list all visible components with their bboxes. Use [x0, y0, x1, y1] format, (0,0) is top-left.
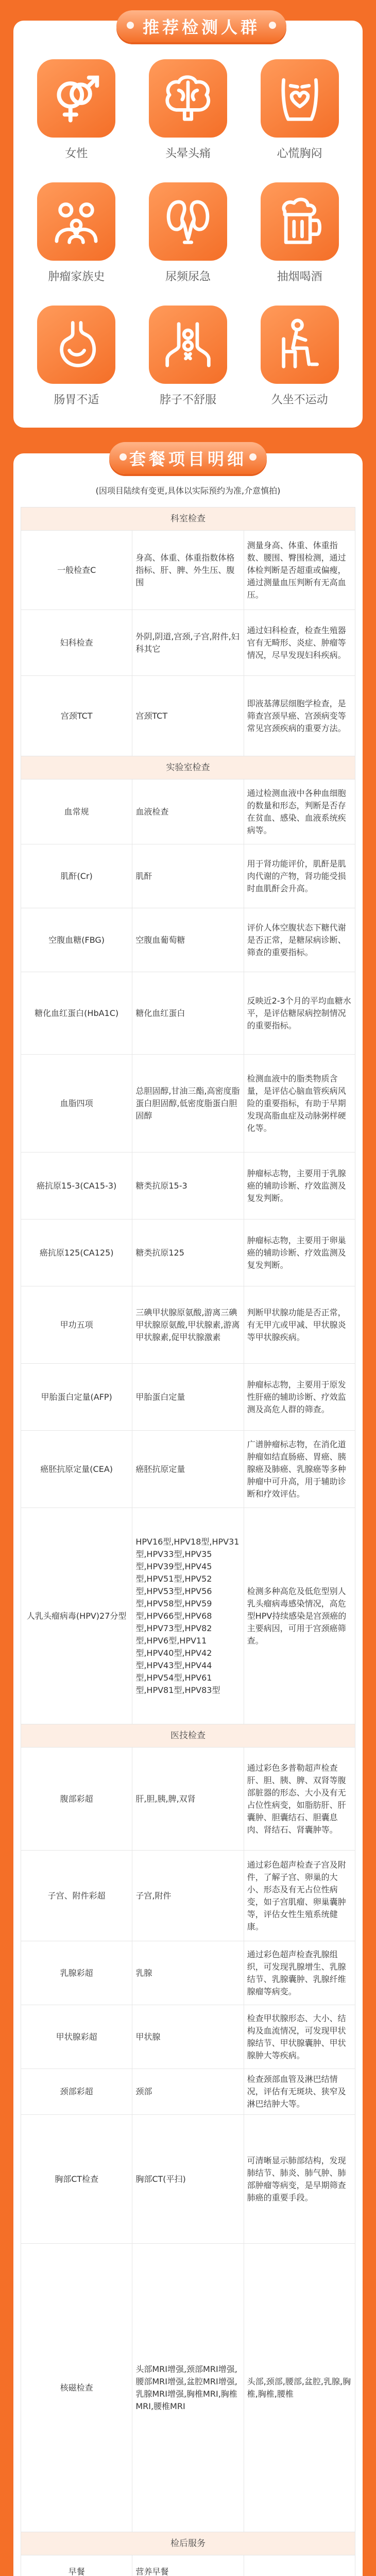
table-row [21, 2115, 355, 2244]
crowd-item-label: 头晕头痛 [165, 147, 211, 160]
item-desc: 通过彩色超声检查子宫及附件，了解子宫、卵巢的大小、形态及有无占位性病变，如子宫肌瘤、卵巢囊肿等，评估女性生殖系统健康。 [244, 1851, 355, 1941]
decor-dot [249, 453, 257, 461]
decor-dot [119, 453, 127, 461]
item-name: 腹部彩超 [21, 1748, 132, 1851]
table-row [21, 1508, 355, 1724]
item-desc: 判断甲状腺功能是否正常，有无甲亢或甲减、甲状腺炎等甲状腺疾病。 [244, 1286, 355, 1364]
crowd-item-urinary [132, 182, 244, 284]
table-row [21, 2069, 355, 2115]
section-title: 科室检查 [21, 507, 355, 531]
crowd-item-label: 心慌胸闷 [277, 147, 322, 160]
item-name: 甲状腺彩超 [21, 2005, 132, 2069]
item-desc: 检查甲状腺形态、大小、结构及血流情况，可发现甲状腺结节、甲状腺囊肿、甲状腺肿大等疾病。 [244, 2005, 355, 2069]
item-content: 三碘甲状腺原氨酸,游离三碘甲状腺原氨酸,甲状腺素,游离甲状腺素,促甲状腺激素 [132, 1286, 244, 1364]
item-content: 糖类抗原125 [132, 1219, 244, 1286]
item-desc: 测量身高、体重、体重指数、腰围、臀围检测，通过体检判断是否超重或偏瘦，通过测量血压判断有无高血压。 [244, 531, 355, 610]
item-name: 颈部彩超 [21, 2069, 132, 2115]
crowd-item-label: 久坐不运动 [271, 394, 328, 406]
brain-icon [149, 59, 227, 138]
crowd-item-label: 女性 [65, 147, 88, 160]
table-row [21, 844, 355, 908]
item-desc: 肿瘤标志物，主要用于原发性肝癌的辅助诊断、疗效监测及高危人群的筛查。 [244, 1364, 355, 1431]
item-content: 身高、体重、体重指数体格指标、肝、脾、外生压、腹围 [132, 531, 244, 610]
item-desc: 用于肾功能评价，肌酐是肌肉代谢的产物，肾功能受损时血肌酐会升高。 [244, 844, 355, 908]
item-desc: 反映近2-3个月的平均血糖水平，是评估糖尿病控制情况的重要指标。 [244, 972, 355, 1055]
item-desc: 检测多种高危及低危型别人乳头瘤病毒感染情况，高危型HPV持续感染是宫颈癌的主要病因，可用于宫颈癌筛查。 [244, 1508, 355, 1724]
section-title: 检后服务 [21, 2532, 355, 2555]
item-name: 早餐 [21, 2555, 132, 2576]
crowd-item-family [21, 182, 132, 284]
table-row [21, 1153, 355, 1219]
section-header [21, 2532, 355, 2555]
section-header [21, 756, 355, 779]
item-content: 糖化血红蛋白 [132, 972, 244, 1055]
crowd-card [13, 18, 363, 428]
crowd-item-stomach [21, 306, 132, 407]
gender-symbol-icon [37, 59, 115, 138]
item-desc: 头部,颈部,腰部,盆腔,乳腺,胸椎,胸椎,腰椎 [244, 2244, 355, 2532]
table-row [21, 908, 355, 972]
package-title-pill [109, 442, 267, 474]
item-name: 妇科检查 [21, 610, 132, 676]
item-desc: 肿瘤标志物，主要用于卵巢癌的辅助诊断、疗效监测及复发判断。 [244, 1219, 355, 1286]
chest-icon [261, 59, 339, 138]
table-row [21, 2005, 355, 2069]
item-name: 癌胚抗原定量(CEA) [21, 1431, 132, 1508]
item-desc: 通过检测血液中各种血细胞的数量和形态，判断是否存在贫血、感染、血液系统疾病等。 [244, 779, 355, 844]
crowd-item-sitting [244, 306, 355, 407]
item-name: 血脂四项 [21, 1055, 132, 1153]
item-content: 血液检查 [132, 779, 244, 844]
crowd-item-label: 脖子不舒服 [159, 394, 216, 406]
item-content: 子宫,附件 [132, 1851, 244, 1941]
item-name: 甲功五项 [21, 1286, 132, 1364]
table-row [21, 1364, 355, 1431]
item-content: HPV16型,HPV18型,HPV31型,HPV33型,HPV35型,HPV39型,HPV45型,HPV51型,HPV52型,HPV53型,HPV56型,HPV58型,HPV59型,HPV66型,HPV68型,HPV73型,HPV82型,HPV6型,HPV11型,HPV40型,HPV42型,HPV43型,HPV44型,HPV54型,HPV61型,HPV81型,HPV83型 [132, 1508, 244, 1724]
item-content: 颈部 [132, 2069, 244, 2115]
item-content: 总胆固醇,甘油三酯,高密度脂蛋白胆固醇,低密度脂蛋白胆固醇 [132, 1055, 244, 1153]
section-title: 实验室检查 [21, 756, 355, 779]
crowd-item-label: 尿频尿急 [165, 270, 211, 283]
table-row [21, 531, 355, 610]
item-name: 甲胎蛋白定量(AFP) [21, 1364, 132, 1431]
table-row [21, 1941, 355, 2005]
item-content: 肌酐 [132, 844, 244, 908]
item-content: 胸部CT(平扫) [132, 2115, 244, 2244]
crowd-grid [21, 59, 355, 407]
item-desc: 广谱肿瘤标志物，在消化道肿瘤如结直肠癌、胃癌、胰腺癌及肺癌、乳腺癌等多种肿瘤中可升高，用于辅助诊断和疗效评估。 [244, 1431, 355, 1508]
item-name: 一般检查C [21, 531, 132, 610]
beer-icon [261, 182, 339, 261]
package-notice: (因项目陆续有变更,具体以实际预约为准,介意慎拍) [95, 486, 281, 496]
package-title: 套餐项目明细 [129, 449, 247, 469]
item-name: 人乳头瘤病毒(HPV)27分型 [21, 1508, 132, 1724]
table-row [21, 1851, 355, 1941]
package-card [13, 449, 363, 2576]
item-desc: 通过妇科检查，检查生殖器官有无畸形、炎症、肿瘤等情况，尽早发现妇科疾病。 [244, 610, 355, 676]
item-content: 外阴,阴道,宫颈,子宫,附件,妇科其它 [132, 610, 244, 676]
section-header [21, 507, 355, 531]
item-content: 糖类抗原15-3 [132, 1153, 244, 1219]
table-row [21, 1219, 355, 1286]
item-content: 甲状腺 [132, 2005, 244, 2069]
crowd-item-drinking [244, 182, 355, 284]
crowd-item-headache [132, 59, 244, 161]
item-desc: 通过彩色多普勒超声检查肝、胆、胰、脾、双肾等腹部脏器的形态、大小及有无占位性病变，如脂肪肝、肝囊肿、胆囊结石、胆囊息肉、肾结石、肾囊肿等。 [244, 1748, 355, 1851]
table-row [21, 2244, 355, 2532]
table-row [21, 972, 355, 1055]
section-header [21, 1724, 355, 1748]
package-table [21, 507, 355, 2576]
item-name: 子宫、附件彩超 [21, 1851, 132, 1941]
item-content: 头部MRI增强,颈部MRI增强,腰部MRI增强,盆腔MRI增强,乳腺MRI增强,胸椎MRI,胸椎MRI,腰椎MRI [132, 2244, 244, 2532]
item-name: 糖化血红蛋白(HbA1C) [21, 972, 132, 1055]
item-desc: 评价人体空腹状态下糖代谢是否正常，是糖尿病诊断、筛查的重要指标。 [244, 908, 355, 972]
item-content: 营养早餐 [132, 2555, 244, 2576]
table-row [21, 610, 355, 676]
item-content: 肝,胆,胰,脾,双肾 [132, 1748, 244, 1851]
item-name: 血常规 [21, 779, 132, 844]
crowd-title-pill [116, 10, 286, 42]
item-content: 癌胚抗原定量 [132, 1431, 244, 1508]
item-desc [244, 2555, 355, 2576]
crowd-item-label: 肿瘤家族史 [48, 270, 105, 283]
table-row [21, 1431, 355, 1508]
section-title: 医技检查 [21, 1724, 355, 1748]
item-desc: 检查颈部血管及淋巴结情况，评估有无斑块、狭窄及淋巴结肿大等。 [244, 2069, 355, 2115]
crowd-item-chest [244, 59, 355, 161]
item-name: 肌酐(Cr) [21, 844, 132, 908]
crowd-item-female [21, 59, 132, 161]
item-name: 胸部CT检查 [21, 2115, 132, 2244]
table-row [21, 2555, 355, 2576]
crowd-item-label: 抽烟喝酒 [277, 270, 322, 283]
item-content: 宫颈TCT [132, 676, 244, 756]
sitting-icon [261, 306, 339, 384]
table-row [21, 1748, 355, 1851]
item-desc: 即液基薄层细胞学检查，是筛查宫颈早癌、宫颈病变等常见宫颈疾病的重要方法。 [244, 676, 355, 756]
item-name: 癌抗原125(CA125) [21, 1219, 132, 1286]
item-name: 乳腺彩超 [21, 1941, 132, 2005]
item-content: 空腹血葡萄糖 [132, 908, 244, 972]
neck-icon [149, 306, 227, 384]
table-row [21, 1055, 355, 1153]
item-desc: 通过彩色超声检查乳腺组织，可发现乳腺增生、乳腺结节、乳腺囊肿、乳腺纤维腺瘤等病变。 [244, 1941, 355, 2005]
crowd-item-neck [132, 306, 244, 407]
kidney-icon [149, 182, 227, 261]
table-row [21, 676, 355, 756]
crowd-title: 推荐检测人群 [142, 18, 260, 37]
item-content: 乳腺 [132, 1941, 244, 2005]
decor-dot [127, 22, 134, 29]
item-content: 甲胎蛋白定量 [132, 1364, 244, 1431]
item-desc: 肿瘤标志物，主要用于乳腺癌的辅助诊断、疗效监测及复发判断。 [244, 1153, 355, 1219]
item-desc: 检测血液中的脂类物质含量，是评估心脑血管疾病风险的重要指标，有助于早期发现高脂血症及动脉粥样硬化等。 [244, 1055, 355, 1153]
item-name: 癌抗原15-3(CA15-3) [21, 1153, 132, 1219]
decor-dot [269, 22, 276, 29]
table-row [21, 1286, 355, 1364]
table-row [21, 779, 355, 844]
item-name: 核磁检查 [21, 2244, 132, 2532]
stomach-icon [37, 306, 115, 384]
item-name: 空腹血糖(FBG) [21, 908, 132, 972]
item-name: 宫颈TCT [21, 676, 132, 756]
crowd-item-label: 肠胃不适 [54, 394, 99, 406]
item-desc: 可清晰显示肺部结构，发现肺结节、肺炎、肺气肿、肺部肿瘤等病变，是早期筛查肺癌的重要手段。 [244, 2115, 355, 2244]
family-icon [37, 182, 115, 261]
